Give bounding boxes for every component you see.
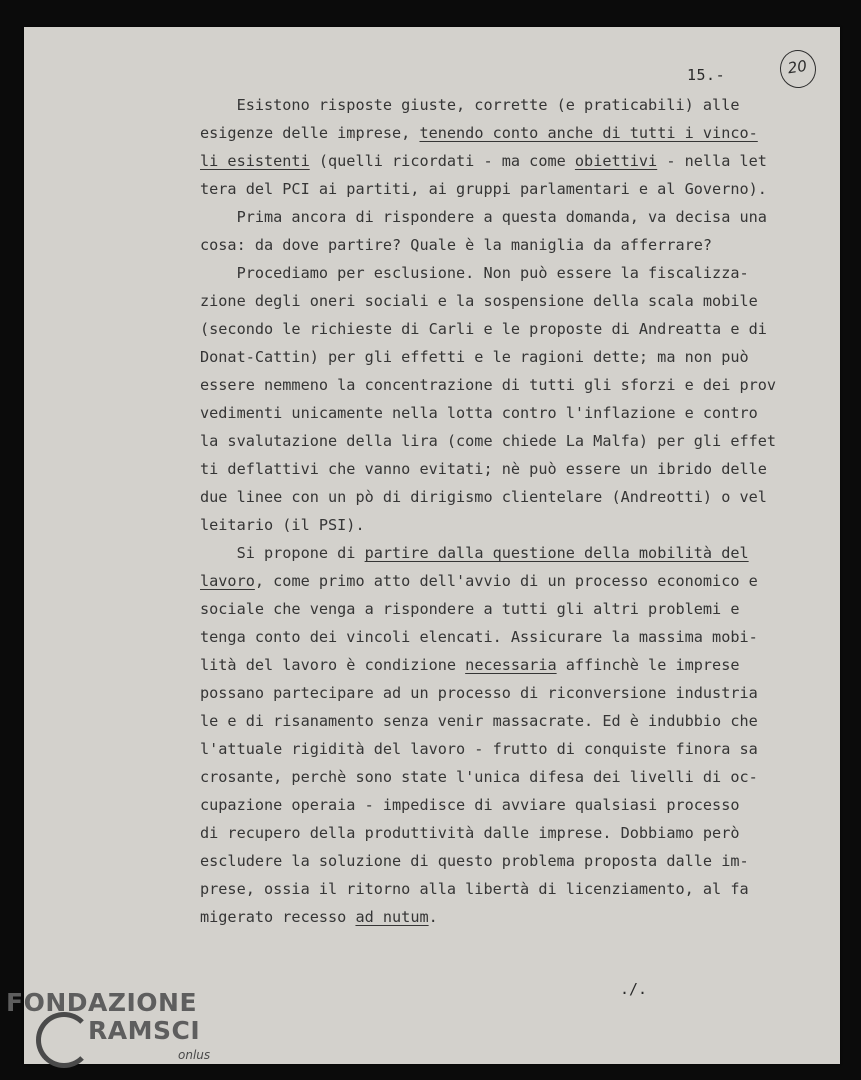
text-segment: vedimenti unicamente nella lotta contro l'inflazione e contro (200, 404, 758, 422)
text-segment: (quelli ricordati - ma come (309, 152, 575, 170)
page-number: 15.- (687, 66, 726, 84)
text-segment: cupazione operaia - impedisce di avviare qualsiasi processo (200, 796, 740, 814)
text-segment: tera del PCI ai partiti, ai gruppi parlamentari e al Governo). (200, 180, 767, 198)
text-line (200, 851, 820, 871)
text-line (200, 543, 820, 563)
text-segment: lità del lavoro è condizione (200, 656, 466, 674)
underlined-text: partire dalla questione della mobilità del (364, 544, 749, 562)
text-segment: sociale che venga a rispondere a tutti gli altri problemi e (200, 600, 740, 618)
text-line (200, 291, 820, 311)
text-segment: Prima ancora di rispondere a questa domanda, va decisa una (200, 208, 767, 226)
text-line (200, 795, 820, 815)
text-segment: Si propone di (200, 544, 365, 562)
underlined-text: tenendo conto anche di tutti i vinco- (419, 124, 758, 142)
text-line (200, 515, 820, 535)
text-line (200, 823, 820, 843)
watermark-g-icon (36, 1012, 92, 1068)
text-segment: leitario (il PSI). (200, 516, 365, 534)
text-line (200, 151, 820, 171)
watermark-suffix: onlus (178, 1048, 211, 1062)
text-line (200, 655, 820, 675)
underlined-text: necessaria (465, 656, 557, 674)
text-line (200, 879, 820, 899)
fondazione-gramsci-watermark (6, 988, 226, 1072)
text-segment: affinchè le imprese (556, 656, 740, 674)
underlined-text: li esistenti (200, 152, 310, 170)
text-segment: esigenze delle imprese, (200, 124, 420, 142)
text-segment: prese, ossia il ritorno alla libertà di licenziamento, al fa (200, 880, 749, 898)
underlined-text: obiettivi (574, 152, 658, 170)
text-segment: , come primo atto dell'avvio di un processo economico e (254, 572, 758, 590)
text-line (200, 739, 820, 759)
text-line (200, 627, 820, 647)
text-line (200, 431, 820, 451)
text-segment: (secondo le richieste di Carli e le proposte di Andreatta e di (200, 320, 767, 338)
text-segment: Donat-Cattin) per gli effetti e le ragioni dette; ma non può (200, 348, 749, 366)
text-segment: migerato recesso (200, 908, 356, 926)
text-line (200, 207, 820, 227)
text-line (200, 123, 820, 143)
text-line (200, 767, 820, 787)
text-line (200, 375, 820, 395)
text-line (200, 459, 820, 479)
continuation-mark: ./. (620, 980, 648, 998)
text-segment: escludere la soluzione di questo problema proposta dalle im- (200, 852, 749, 870)
text-line (200, 347, 820, 367)
text-segment: zione degli oneri sociali e la sospensione della scala mobile (200, 292, 758, 310)
text-segment: l'attuale rigidità del lavoro - frutto di conquiste finora sa (200, 740, 758, 758)
text-segment: essere nemmeno la concentrazione di tutti gli sforzi e dei prov (200, 376, 777, 394)
underlined-text: lavoro (200, 572, 255, 590)
text-line (200, 179, 820, 199)
text-line (200, 571, 820, 591)
text-segment: cosa: da dove partire? Quale è la maniglia da afferrare? (200, 236, 713, 254)
text-line (200, 599, 820, 619)
watermark-line-1: FONDAZIONE (6, 988, 198, 1017)
text-line (200, 235, 820, 255)
text-segment: due linee con un pò di dirigismo clientelare (Andreotti) o vel (200, 488, 767, 506)
text-line (200, 711, 820, 731)
text-line (200, 95, 820, 115)
text-segment: Procediamo per esclusione. Non può essere la fiscalizza- (200, 264, 749, 282)
text-segment: tenga conto dei vincoli elencati. Assicurare la massima mobi- (200, 628, 758, 646)
text-line (200, 907, 820, 927)
text-segment: di recupero della produttività dalle imprese. Dobbiamo però (200, 824, 740, 842)
text-segment: possano partecipare ad un processo di riconversione industria (200, 684, 758, 702)
text-line (200, 319, 820, 339)
text-line (200, 263, 820, 283)
stamp-number: 20 (786, 56, 808, 78)
text-segment: . (428, 908, 438, 926)
text-line (200, 683, 820, 703)
text-line (200, 403, 820, 423)
text-segment: - nella let (657, 152, 767, 170)
watermark-line-2: RAMSCI (88, 1016, 201, 1045)
text-segment: la svalutazione della lira (come chiede La Malfa) per gli effet (200, 432, 777, 450)
underlined-text: ad nutum (355, 908, 429, 926)
text-line (200, 487, 820, 507)
text-segment: Esistono risposte giuste, corrette (e praticabili) alle (200, 96, 740, 114)
text-segment: le e di risanamento senza venir massacrate. Ed è indubbio che (200, 712, 758, 730)
text-segment: crosante, perchè sono state l'unica difesa dei livelli di oc- (200, 768, 758, 786)
text-segment: ti deflattivi che vanno evitati; nè può essere un ibrido delle (200, 460, 767, 478)
